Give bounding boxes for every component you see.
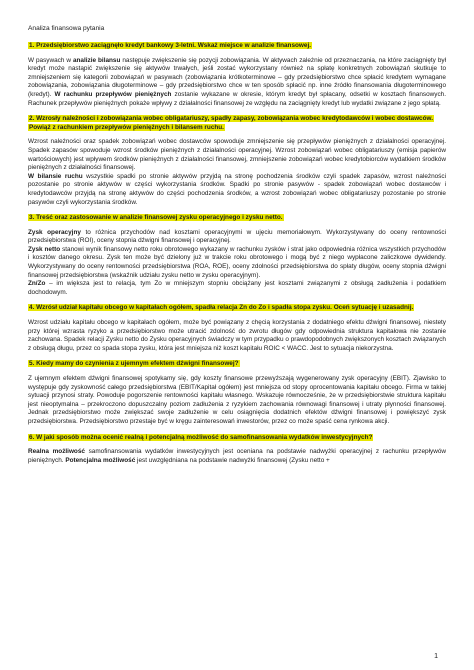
text-run: zostanie wykazane w okresie, którym kredyt był spłacany, odsetki w kosztach finansowych. Rachunek przepływów pieniężnych pokaże wpływy z działalności finansowej ze względu na zaciągnięty kredyt lub wydatki związane z jego spłatą.: [28, 90, 447, 107]
answer-paragraph: [28, 173, 446, 207]
answer-paragraph: [28, 319, 446, 353]
document-title: Analiza finansowa pytania: [28, 25, 105, 32]
question-heading: [28, 214, 446, 223]
text-run: wszystkie spadki po stronie aktywów przyjdą na stronę pochodzenia środków czyli spadek zapasów, wzrost należności pozostanie po stronie aktywów w części wykorzystania środków. Spadki po stronie pasywów - spadek zobowiązań wobec dostawców i kredytodawców przyjdą na stronę aktywów do części pochodzenia środków, a wzrost zobowiązań wobec obligatariuszy pozostanie po stronie pasywów czyli wykorzystania środków.: [28, 172, 446, 206]
text-run: samofinansowania wydatków inwestycyjnych jest oceniana na podstawie nadwyżki operacyjnej z rachunku przepływów pieniężnych.: [28, 448, 446, 464]
answer-paragraph: [28, 229, 446, 246]
question-highlight: 3. Treść oraz zastosowanie w analizie finansowej zysku operacyjnego i zysku netto.: [29, 214, 283, 222]
bold-term: W rachunku przepływów pieniężnych: [54, 90, 172, 98]
question-heading: [28, 304, 446, 313]
document-body: [28, 42, 446, 465]
text-run: – im większa jest to relacja, tym Zo w mniejszym stopniu obciążany jest kosztami związanymi z obsługą zadłużenia i podatkiem dochodowym.: [28, 280, 446, 296]
question-highlight: 5. Kiedy mamy do czynienia z ujemnym efektem dźwigni finansowej?: [29, 360, 239, 368]
answer-paragraph: [28, 246, 446, 280]
question-highlight: 4. Wzrósł udział kapitału obcego w kapitałach ogółem, spadła relacja Zn do Zo i spadła stopa zysku. Oceń sytuację i uzasadnij.: [29, 304, 414, 312]
text-run: to różnica przychodów nad kosztami operacyjnymi w ujęciu memoriałowym. Wykorzystywany do oceny rentowności przedsiębiorstwa (ROI), oceny stopnia dźwigni finansowej i operacyjnej.: [28, 228, 446, 245]
text-run: stanowi wynik finansowy netto roku obrotowego wykazany w rachunku zysków i strat jako odpowiednia różnica wszystkich przychodów i kosztów danego okresu. Zysk ten może być dzielony już w trakcie roku obrotowego i mogą być z niego wypłacone zaliczkowe dywidendy. Wykorzystywany do oceny rentowności przedsiębiorstwa (ROA, ROE), oceny zdolności przedsiębiorstwa do spłaty długów, oceny stopnia dźwigni finansowej przedsiębiorstwa (wskaźnik udziału zysku netto w zysku operacyjnym).: [28, 245, 446, 279]
question-heading: [28, 115, 446, 132]
answer-paragraph: [28, 448, 446, 465]
bold-term: Realna możliwość: [28, 448, 85, 456]
text-run: Z ujemnym efektem dźwigni finansowej spotykamy się, gdy koszty finansowe przewyższają wygenerowany zysk operacyjny (EBIT). Zjawisko to występuje gdy zyskowność całego przedsiębiorstwa (EBIT/Kapitał ogółem) jest mniejsza od stopy oprocentowania kapitału obcego. Firma w takiej sytuacji przynosi straty. Powoduje pogorszenie rentowności kapitału własnego. Wskazuje równocześnie, że w przedsiębiorstwie struktura kapitału jest nieoptymalna – przekroczono dopuszczalny poziom zadłużenia z ryzykiem zachowania równowagi finansowej i utraty płynności finansowej. Jednak przedsiębiorstwo może zwiększać swoje zadłużenie w celu osiągnięcia dodatnich efektów dźwigni finansowej i powiększyć zysk przedsiębiorstwa. Przedsiębiorstwo przestaje być w kręgu zainteresowań inwestorów, przez co może spaść cena rynkowa akcji.: [28, 375, 446, 425]
bold-term: analizie bilansu: [72, 56, 121, 64]
question-highlight: 2. Wzrosły należności i zobowiązania wobec obligatariuszy, spadły zapasy, zobowiązania wobec kredytodawców i wobec dostawców. Powiąż z rachunkiem przepływów pieniężnych i bilansem ruchu.: [29, 115, 434, 131]
text-run: Wzrost udziału kapitału obcego w kapitałach ogółem, może być powiązany z chęcią korzystania z dodatniego efektu dźwigni finansowej, niestety przy której wzrasta ryzyko a przedsiębiorstwo może utracić zdolność do zwrotu długów gdy odpowiednia struktura kapitałowa nie zostanie zachowana. Spadek relacji Zysku netto do Zysku operacyjnych świadczy w tym przypadku o prawdopodobnych zwiększonych kosztach związanych z obsługą długu, przez co spada stopa zysku, która jest mniejsza niż koszt kapitału ROIC < WACC. Jest to sytuacja niekorzystna.: [28, 319, 446, 352]
bold-term: Zysk operacyjny: [28, 228, 81, 236]
bold-term: Zn/Zo: [28, 280, 46, 288]
text-run: następuje zwiększenie się pozycji zobowiązania. W aktywach zależnie od przeznaczania, na które zaciągnięty był kredyt może nastąpić zwiększenie się aktywów trwałych, jeśli zostać wykorzystany również na spłatę konkretnych zobowiązań skutkuje to zmniejszeniem się kategorii zobowiązań w pasywach (zobowiązania krótkoterminowe – gdy przedsiębiorstwo chce spłacić kredytem wymagane zobowiązania, zobowiązania długoterminowe – gdy przedsiębiorstwo chce w ten sposób spłacić np. inne źródło finansowania długoterminowego (kredyt).: [28, 56, 446, 98]
text-run: W pasywach w: [28, 56, 73, 64]
question-heading: [28, 360, 446, 369]
question-heading: [28, 434, 446, 443]
bold-term: W bilansie ruchu: [28, 172, 83, 180]
question-heading: [28, 42, 446, 51]
answer-paragraph: [28, 375, 446, 427]
question-highlight: 1. Przedsiębiorstwo zaciągnęło kredyt bankowy 3-letni. Wskaż miejsce w analizie finansowej.: [29, 42, 311, 49]
answer-paragraph: [28, 138, 446, 172]
answer-paragraph: [28, 280, 446, 297]
page-number: 1: [434, 653, 438, 660]
bold-term: Zysk netto: [28, 245, 61, 253]
question-highlight: 6. W jaki sposób można ocenić realną i potencjalną możliwość do samofinansowania wydatków inwestycyjnych?: [29, 433, 373, 441]
text-run: jest uwzględniana na podstawie nadwyżki finansowej (Zysku netto +: [135, 456, 330, 464]
text-run: Wzrost należności oraz spadek zobowiązań wobec dostawców spowoduje zmniejszenie się przepływów pieniężnych z działalności operacyjnej. Spadek zapasów spowoduje wzrost środków pieniężnych z działalności operacyjnej. Wzrost zobowiązań wobec obligatariuszy (emisja papierów wartościowych) jest wpływem środków pieniężnych z działalności finansowej, zmniejszenie zobowiązań wobec kredytobiorców wydatkiem środków pieniężnych z działalności finansowej.: [28, 138, 446, 172]
bold-term: Potencjalna możliwość: [65, 456, 136, 464]
answer-paragraph: [28, 57, 446, 109]
